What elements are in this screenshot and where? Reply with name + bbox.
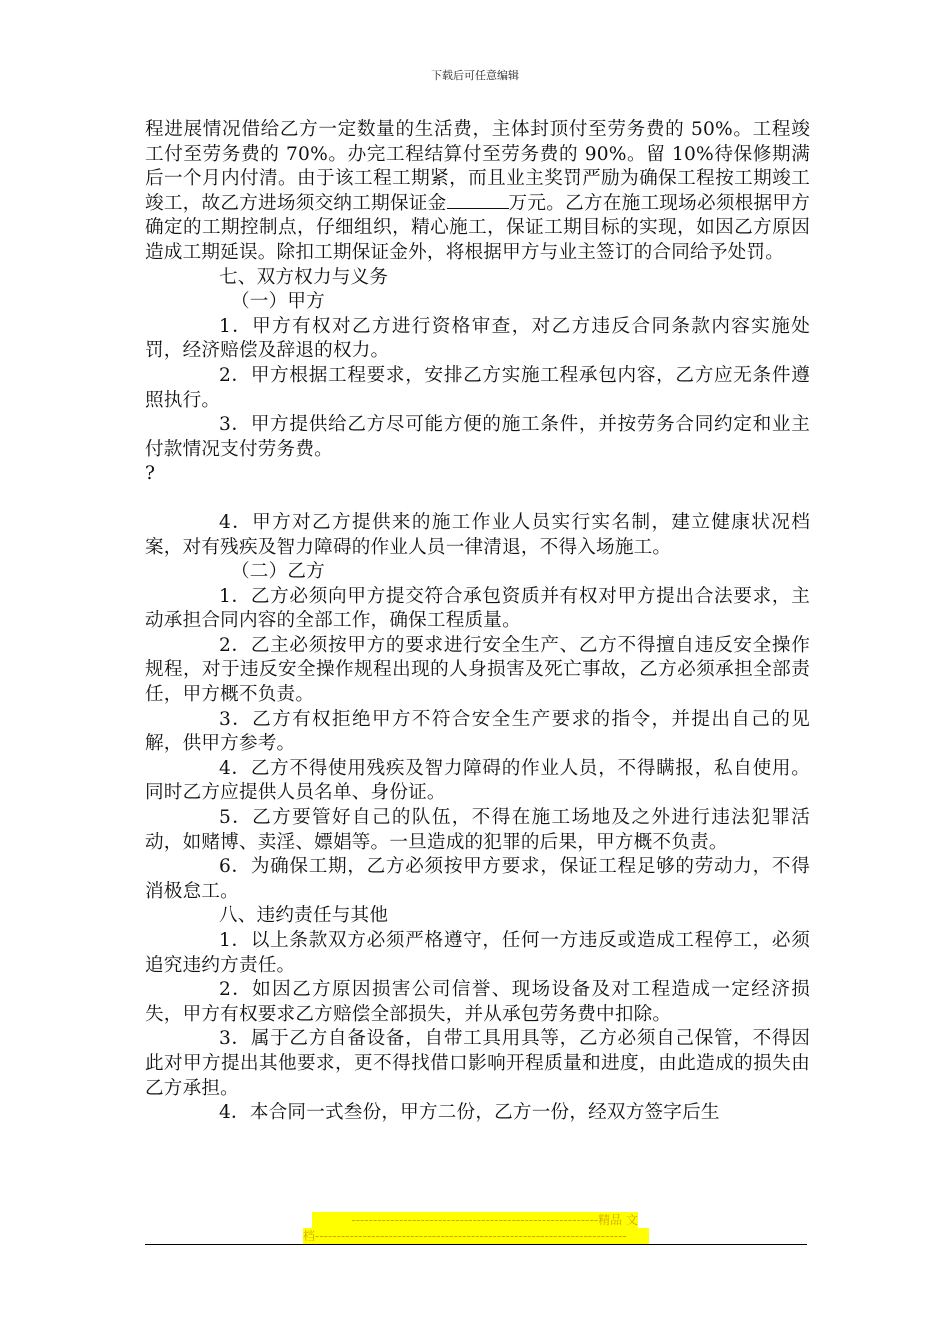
spacer (145, 487, 810, 511)
section-heading: 八、违约责任与其他 (219, 905, 389, 927)
page-header: 下载后可任意编辑 (431, 69, 519, 82)
footer-watermark-line: ---------------------------------------------------------精品 文 (312, 1212, 638, 1228)
paragraph: 4．乙方不得使用残疾及智力障碍的作业人员，不得瞒报，私自使用。同时乙方应提供人员名单、身份证。 (145, 757, 810, 804)
paragraph: 5．乙方要管好自己的队伍，不得在施工场地及之外进行违法犯罪活动，如赌博、卖淫、嫖娼等。一旦造成的犯罪的后果，甲方概不负责。 (145, 807, 810, 853)
subsection-heading: （二）乙方 (231, 561, 325, 583)
paragraph (145, 118, 810, 266)
paragraph: 1．乙方必须向甲方提交符合承包资质并有权对甲方提出合法要求，主动承担合同内容的全部工作，确保工程质量。 (145, 585, 810, 632)
paragraph: 3．甲方提供给乙方尽可能方便的施工条件，并按劳务合同约定和业主付款情况支付劳务费。 (145, 414, 810, 460)
paragraph-text: 万元。乙方在施工现场必须根据甲方确定的工期控制点，仔细组织，精心施工，保证工期目标的实现，如因乙方原因造成工期延误。除扣工期保证金外，将根据甲方与业主签订的合同给予处罚。 (145, 192, 810, 263)
paragraph: 1．以上条款双方必须严格遵守，任何一方违反或造成工程停工，必须追究违约方责任。 (145, 930, 810, 976)
paragraph: 3．属于乙方自备设备，自带工具用具等，乙方必须自己保管，不得因此对甲方提出其他要求，更不得找借口影响开程质量和进度，由此造成的损失由乙方承担。 (145, 1028, 810, 1099)
stray-mark: ? (145, 463, 156, 485)
paragraph: 3．乙方有权拒绝甲方不符合安全生产要求的指令，并提出自己的见解，供甲方参考。 (145, 708, 810, 755)
paragraph: 1．甲方有权对乙方进行资格审查，对乙方违反合同条款内容实施处罚，经济赔偿及辞退的权力。 (145, 315, 810, 362)
blank-field (447, 192, 509, 209)
paragraph: 2．乙主必须按甲方的要求进行安全生产、乙方不得擅自违反安全操作规程，对于违反安全操作规程出现的人身损害及死亡事故，乙方必须承担全部责任，甲方概不负责。 (145, 634, 810, 706)
paragraph: 2．甲方根据工程要求，安排乙方实施工程承包内容，乙方应无条件遵照执行。 (145, 364, 810, 411)
paragraph: 2．如因乙方原因损害公司信誉、现场设备及对工程造成一定经济损失，甲方有权要求乙方赔偿全部损失，并从承包劳务费中扣除。 (145, 979, 810, 1025)
footer-watermark-line: 档------------------------------------------------------------------------ (303, 1228, 649, 1244)
footer-rule (145, 1244, 807, 1245)
paragraph: 4．甲方对乙方提供来的施工作业人员实行实名制，建立健康状况档案，对有残疾及智力障碍的作业人员一律清退，不得入场施工。 (145, 511, 810, 558)
paragraph-text: 程进展情况借给乙方一定数量的生活费，主体封顶付至劳务费的 50%。工程竣工付至劳务费的 70%。办完工程结算付至劳务费的 90%。留 10%待保修期满后一个月内付清。由于该工程工期紧，而且业主奖罚严励为确保工程按工期竣工竣工，故乙方进场须交纳工期保证金 (145, 119, 810, 214)
paragraph: 6．为确保工期，乙方必须按甲方要求，保证工程足够的劳动力，不得消极怠工。 (145, 856, 810, 902)
subsection-heading: （一）甲方 (231, 291, 325, 313)
paragraph: 4．本合同一式叁份，甲方二份，乙方一份，经双方签字后生 (219, 1102, 720, 1124)
section-heading: 七、双方权力与义务 (219, 266, 389, 288)
document-body (145, 118, 810, 1126)
